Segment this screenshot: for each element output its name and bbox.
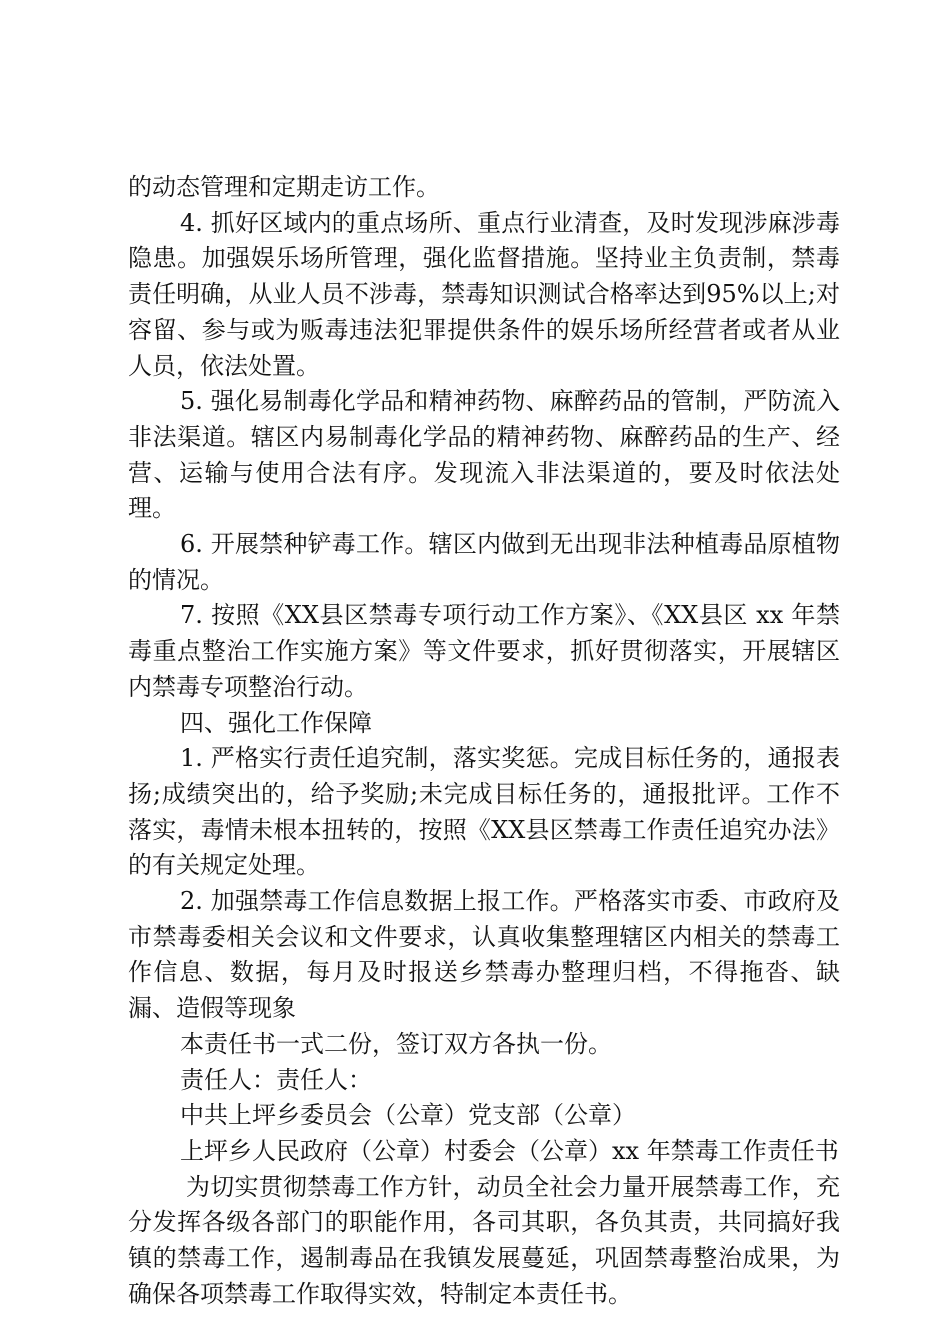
paragraph-introduction: 为切实贯彻禁毒工作方针，动员全社会力量开展禁毒工作，充分发挥各级各部门的职能作用，各司其职，各负其责，共同搞好我镇的禁毒工作，遏制毒品在我镇发展蔓延，巩固禁毒整治成果，为确保各项禁毒工作取得实效，特制定本责任书。 <box>128 1172 840 1308</box>
paragraph-item-6: 6. 开展禁种铲毒工作。辖区内做到无出现非法种植毒品原植物的情况。 <box>128 530 840 594</box>
document-body <box>128 170 840 1313</box>
signature-responsible-persons: 责任人：责任人： <box>180 1065 372 1094</box>
paragraph-copies-note: 本责任书一式二份，签订双方各执一份。 <box>180 1029 612 1058</box>
paragraph-guarantee-2: 2. 加强禁毒工作信息数据上报工作。严格落实市委、市政府及市禁毒委相关会议和文件要求，认真收集整理辖区内相关的禁毒工作信息、数据，每月及时报送乡禁毒办整理归档，不得拖沓、缺漏、造假等现象 <box>128 887 840 1023</box>
paragraph-item-5: 5. 强化易制毒化学品和精神药物、麻醉药品的管制，严防流入非法渠道。辖区内易制毒化学品的精神药物、麻醉药品的生产、经营、运输与使用合法有序。发现流入非法渠道的，要及时依法处理。 <box>128 387 840 523</box>
paragraph-item-4: 4. 抓好区域内的重点场所、重点行业清查，及时发现涉麻涉毒隐患。加强娱乐场所管理，强化监督措施。坚持业主负责制，禁毒责任明确，从业人员不涉毒，禁毒知识测试合格率达到95%以上;对容留、参与或为贩毒违法犯罪提供条件的娱乐场所经营者或者从业人员，依法处置。 <box>128 208 840 380</box>
signature-party-committee: 中共上坪乡委员会（公章）党支部（公章） <box>180 1101 636 1130</box>
paragraph-continuation: 的动态管理和定期走访工作。 <box>128 173 440 201</box>
signature-government-title: 上坪乡人民政府（公章）村委会（公章）xx 年禁毒工作责任书 <box>180 1136 839 1165</box>
section-heading-4: 四、强化工作保障 <box>180 708 372 737</box>
paragraph-guarantee-1: 1. 严格实行责任追究制，落实奖惩。完成目标任务的，通报表扬;成绩突出的，给予奖励;未完成目标任务的，通报批评。工作不落实，毒情未根本扭转的，按照《XX县区禁毒工作责任追究办法》的有关规定处理。 <box>128 744 840 880</box>
paragraph-item-7: 7. 按照《XX县区禁毒专项行动工作方案》、《XX县区 xx 年禁毒重点整治工作实施方案》等文件要求，抓好贯彻落实，开展辖区内禁毒专项整治行动。 <box>128 601 840 701</box>
